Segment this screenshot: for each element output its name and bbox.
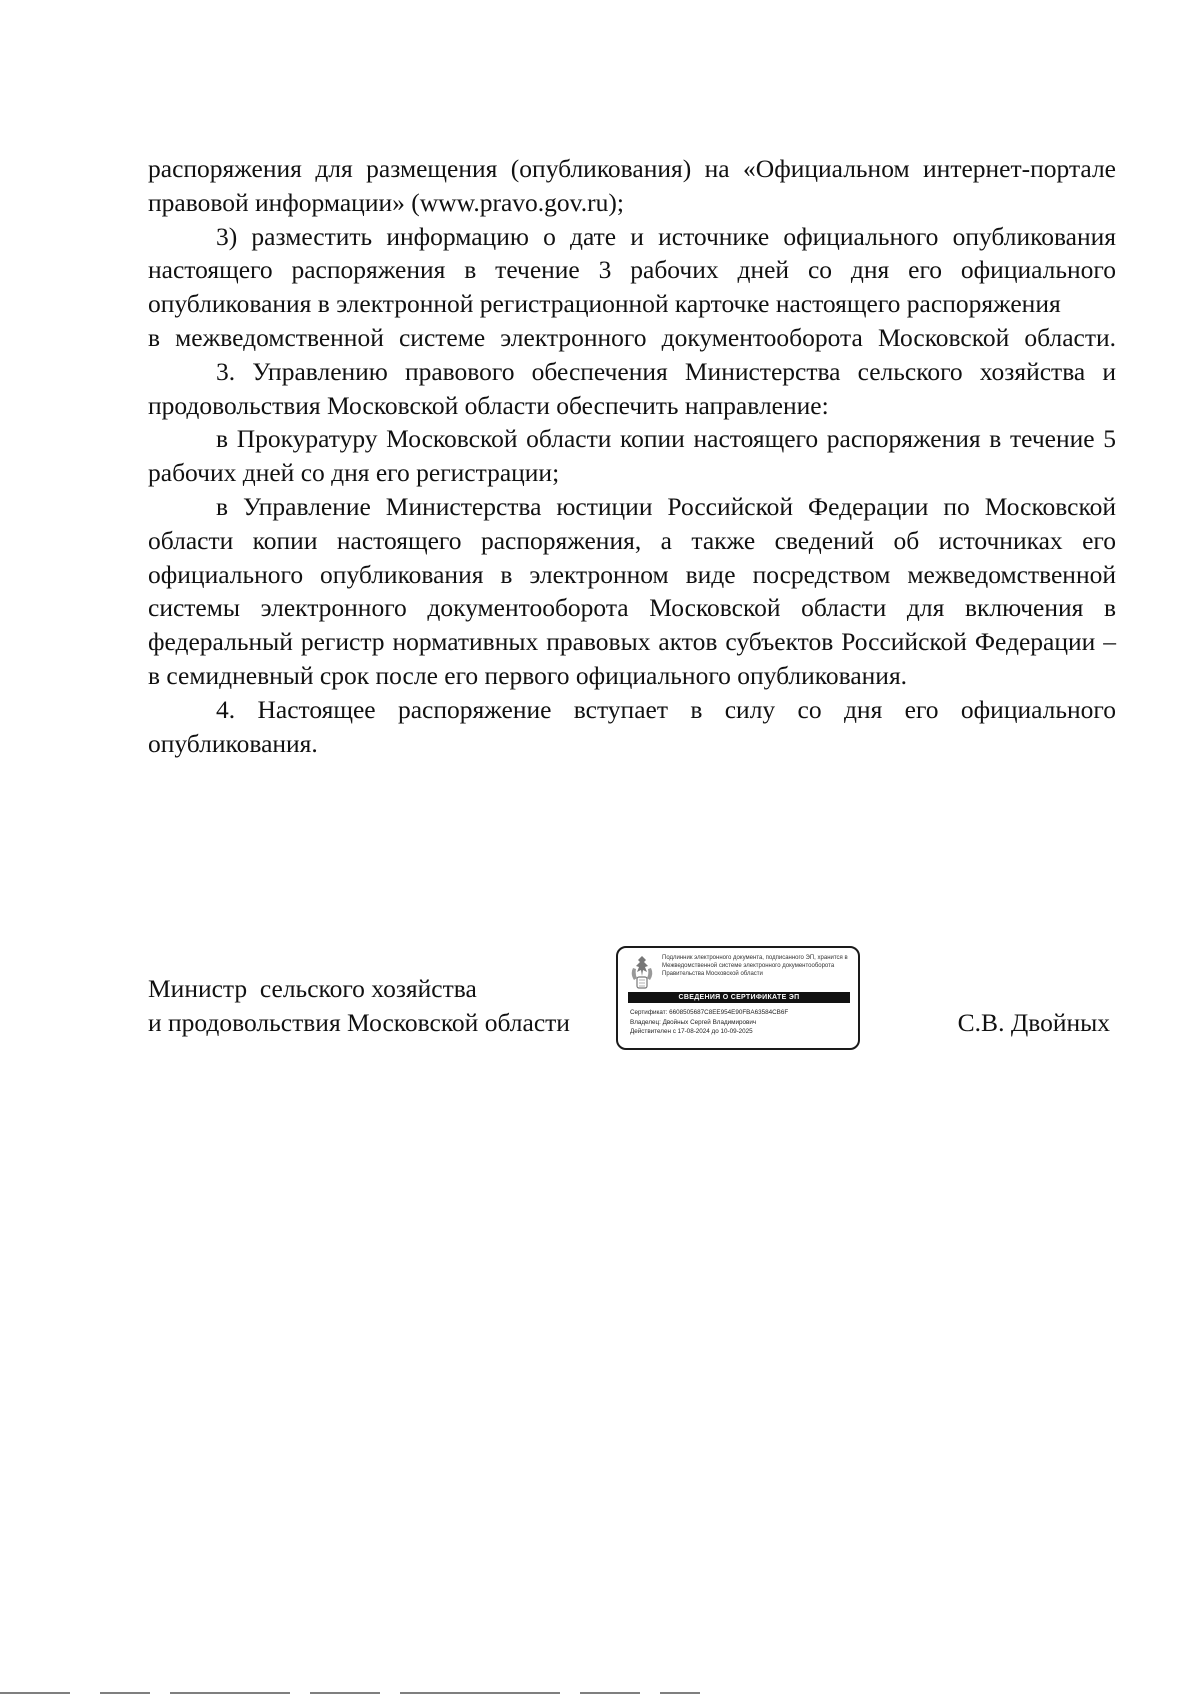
signer-position-line-1: Министр сельского хозяйства [148,974,477,1003]
coat-of-arms-icon [628,954,656,992]
paragraph-publication-note: распоряжения для размещения (опубликования) на «Официальном интернет-портале правовой информации» (www.pravo.gov.ru); [148,154,1116,217]
signature-block [148,955,1116,1072]
signer-position-line-2: и продовольствия Московской области [148,1008,570,1037]
stamp-certificate-validity: Действителен с 17-08-2024 до 10-09-2025 [630,1028,753,1035]
paragraph-prosecutor: в Прокуратуру Московской области копии настоящего распоряжения в течение 5 рабочих дней со дня его регистрации; [148,424,1116,488]
scan-edge-artifact [0,1690,1200,1696]
stamp-certificate-owner: Владелец: Двойных Сергей Владимирович [630,1018,757,1026]
stamp-certificate-details [630,1008,852,1037]
paragraph-section-3: 3. Управлению правового обеспечения Министерства сельского хозяйства и продовольствия Московской области обеспечить направление: [148,356,1116,420]
stamp-signed-note: Подлинник электронного документа, подписанного ЭП, хранится в Межведомственной системе электронного документооборота Правительства Московской области [662,955,848,977]
signer-position [148,972,570,1040]
signer-name: С.В. Двойных [957,1008,1110,1037]
electronic-signature-stamp [616,946,860,1050]
document-body [148,152,1116,760]
stamp-certificate-number: Сертификат: 6608505687C8EE954E90FBA63584CB6F [630,1009,789,1016]
paragraph-item-3: 3) разместить информацию о дате и источнике официального опубликования настоящего распоряжения в течение 3 рабочих дней со дня его официального опубликования в электронной регистрационной карточке настоящего распоряжения [148,221,1116,319]
paragraph-justice-ministry: в Управление Министерства юстиции Российской Федерации по Московской области копии настоящего распоряжения, а также сведений об источниках его официального опубликования в электронном виде посредством межведомственной системы электронного документооборота Московской области для включения в федеральный регистр нормативных правовых актов субъектов Российской Федерации – в семидневный срок после его первого официального опубликования. [148,491,1116,690]
paragraph-item-3-continuation: в межведомственной системе электронного документооборота Московской области. [148,322,1116,352]
stamp-certificate-header: СВЕДЕНИЯ О СЕРТИФИКАТЕ ЭП [628,992,850,1003]
paragraph-section-4: 4. Настоящее распоряжение вступает в силу со дня его официального опубликования. [148,694,1116,758]
